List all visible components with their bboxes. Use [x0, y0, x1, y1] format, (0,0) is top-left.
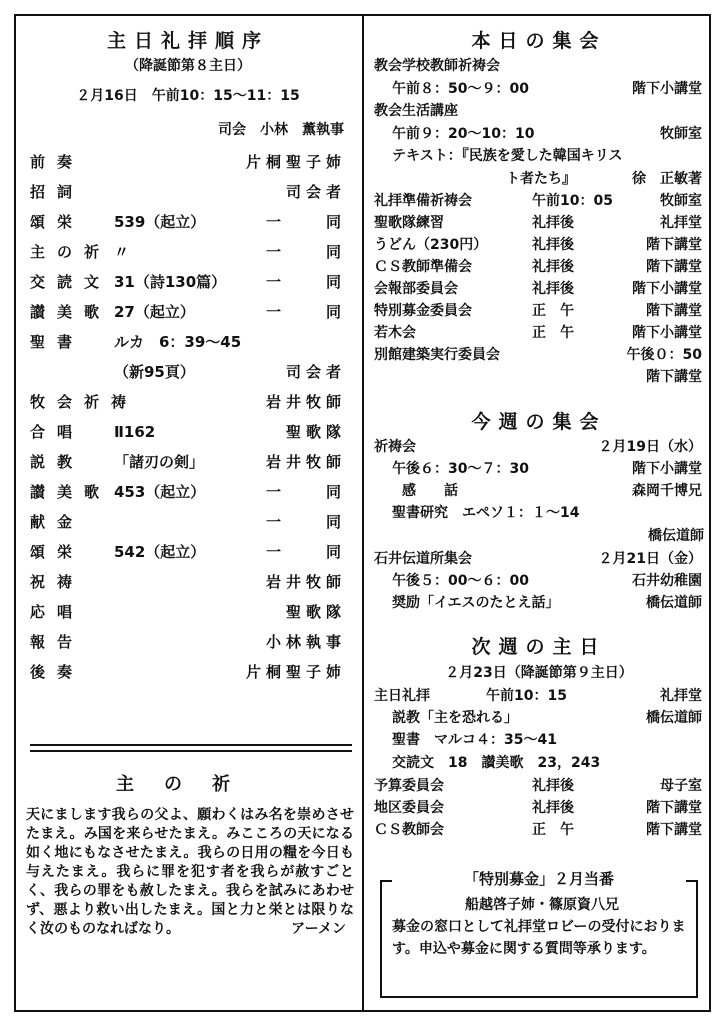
- order-item-name: 祝祷: [30, 573, 85, 591]
- week-p3-b: 森岡千博兄: [632, 483, 702, 499]
- meeting-place: 階下小講堂: [632, 325, 702, 341]
- order-list: [22, 147, 354, 687]
- lords-prayer-title: 主の祈: [116, 774, 260, 795]
- order-item-detail: 539（起立）: [114, 213, 206, 231]
- week-q2-time: 午後５：00〜６：00: [392, 573, 529, 589]
- meeting-name: ＣＳ教師会: [374, 822, 444, 838]
- order-item: [22, 447, 354, 477]
- order-item-detail: （新95頁）: [114, 363, 195, 381]
- next-rows: [374, 775, 704, 841]
- week-q1-date: ２月21日（金）: [598, 551, 702, 567]
- next-w1: [374, 685, 704, 707]
- meeting-name: 地区委員会: [374, 800, 444, 816]
- week-q3-a: 奨励「イエスのたとえ話」: [392, 595, 560, 611]
- today-l6-a: ト者たち』: [506, 171, 576, 187]
- today-l5: テキスト：『民族を愛した韓国キリス: [392, 148, 623, 164]
- meeting-place: 階下小講堂: [632, 281, 702, 297]
- prayer-body: 天にまします我らの父よ、願わくはみ名を崇めさせたまえ。み国を来らせたまえ。みこころの天になる如く地にもなさせたまえ。我らの日用の糧を今日も与えたまえ。我らに罪を犯す者を我らが赦すごとく、我らの罪をも赦したまえ。我らを試みにあわせず、悪より救い出したまえ。国と力と栄とは限りなく汝のものなればなり。: [26, 807, 354, 937]
- week-p2-place: 階下小講堂: [632, 461, 702, 477]
- order-item-person: 一 同: [265, 513, 346, 531]
- meeting-name: 予算委員会: [374, 778, 444, 794]
- meeting-time: 礼拝後: [532, 237, 574, 253]
- next-w2-a: 説教「主を恐れる」: [392, 710, 518, 726]
- order-item-name: 讃美歌: [30, 303, 112, 321]
- worship-date: ２月16日 午前10：15〜11：15: [76, 88, 300, 104]
- order-item-detail: 453（起立）: [114, 483, 206, 501]
- order-item-name: 牧会祈祷: [30, 393, 139, 411]
- next-w3: 聖書 マルコ４：35〜41: [392, 732, 557, 748]
- next-date: ２月23日（降誕節第９主日）: [445, 665, 633, 681]
- order-item: [22, 207, 354, 237]
- today-last: [374, 344, 704, 366]
- order-item: [22, 297, 354, 327]
- today-l3: 教会生活講座: [374, 103, 458, 119]
- order-item-person: 一 同: [265, 543, 346, 561]
- presider: 司会 小林 薫執事: [218, 122, 344, 138]
- order-item: [22, 417, 354, 447]
- week-p3-a: 感 話: [402, 483, 458, 499]
- order-item-detail: 31（詩130篇）: [114, 273, 227, 291]
- order-item-person: 岩井牧師: [265, 453, 346, 471]
- meeting-row: [374, 775, 704, 797]
- meeting-name: 若木会: [374, 325, 416, 341]
- order-item: [22, 357, 354, 387]
- next-w2-b: 橋伝道師: [646, 710, 702, 726]
- order-item-name: 頌栄: [30, 213, 85, 231]
- meeting-time: 正 午: [532, 822, 574, 838]
- meeting-time: 正 午: [532, 325, 574, 341]
- fund-names: 船越啓子姉・篠原資八兄: [465, 897, 619, 913]
- next-w1-a: 主日礼拝: [374, 688, 430, 704]
- order-item: [22, 597, 354, 627]
- order-item-person: 岩井牧師: [265, 573, 346, 591]
- order-item: [22, 327, 354, 357]
- meeting-time: 礼拝後: [532, 778, 574, 794]
- order-item: [22, 177, 354, 207]
- meeting-row: [374, 278, 704, 300]
- meeting-row: [374, 234, 704, 256]
- order-item-person: 片桐聖子姉: [245, 663, 346, 681]
- today-l4-time: 午前９：20〜10：10: [392, 126, 535, 142]
- worship-order-subtitle: （降誕節第８主日）: [125, 58, 251, 74]
- meeting-name: ＣＳ教師準備会: [374, 259, 472, 275]
- worship-order-column: [22, 22, 354, 687]
- meetings-column: [374, 22, 704, 841]
- next-w1-b: 午前10：15: [486, 688, 567, 704]
- meeting-place: 階下講堂: [646, 303, 702, 319]
- week-title: 今週の集会: [471, 411, 607, 433]
- week-p2-time: 午後６：30〜７：30: [392, 461, 529, 477]
- week-q3-b: 橋伝道師: [646, 595, 702, 611]
- order-item-person: 一 同: [265, 213, 346, 231]
- today-l4-place: 牧師室: [660, 126, 702, 142]
- today-title: 本日の集会: [471, 30, 607, 52]
- order-item-name: 讃美歌: [30, 483, 112, 501]
- order-item: [22, 657, 354, 687]
- order-item: [22, 627, 354, 657]
- order-item-person: 聖歌隊: [285, 423, 346, 441]
- meeting-row: [374, 322, 704, 344]
- order-item: [22, 147, 354, 177]
- order-item: [22, 237, 354, 267]
- week-p4: 聖書研究 エペソ１：１〜14: [392, 505, 580, 521]
- order-item-person: 一 同: [265, 273, 346, 291]
- meeting-name: 礼拝準備祈祷会: [374, 193, 472, 209]
- order-item: [22, 537, 354, 567]
- meeting-place: 階下講堂: [646, 259, 702, 275]
- meeting-time: 礼拝後: [532, 259, 574, 275]
- lords-prayer-text: [26, 806, 354, 939]
- week-p2: [374, 458, 704, 480]
- meeting-time: 礼拝後: [532, 800, 574, 816]
- meeting-time: 礼拝後: [532, 215, 574, 231]
- meeting-place: 礼拝堂: [660, 215, 702, 231]
- next-title: 次週の主日: [471, 636, 607, 658]
- week-p1: [374, 436, 704, 458]
- meeting-place: 階下講堂: [646, 800, 702, 816]
- order-item-person: 一 同: [265, 243, 346, 261]
- week-q3: [374, 592, 704, 614]
- order-item-name: 説教: [30, 453, 85, 471]
- next-w2: [374, 707, 704, 729]
- today-last-a: 別館建築実行委員会: [374, 347, 500, 363]
- order-item-detail: 「諸刃の剣」: [114, 453, 205, 471]
- order-item-detail: Ⅱ162: [114, 423, 156, 441]
- today-l6-b: 徐 正敏著: [632, 171, 702, 187]
- double-rule: [30, 744, 352, 752]
- week-q2-place: 石井幼稚園: [632, 573, 702, 589]
- order-item-name: 献金: [30, 513, 85, 531]
- order-item-detail: ルカ 6：39〜45: [114, 333, 242, 351]
- today-last-b: 午後０：50: [626, 347, 702, 363]
- order-item: [22, 507, 354, 537]
- meeting-place: 牧師室: [660, 193, 702, 209]
- order-item: [22, 387, 354, 417]
- order-item-person: 司会者: [285, 363, 346, 381]
- order-item-name: 主の祈: [30, 243, 112, 261]
- fund-title: 「特別募金」２月当番: [392, 866, 686, 892]
- today-l6: [374, 168, 704, 190]
- meeting-name: うどん（230円）: [374, 237, 488, 253]
- meeting-place: 母子室: [660, 778, 702, 794]
- today-l2-place: 階下小講堂: [632, 81, 702, 97]
- meeting-name: 聖歌隊練習: [374, 215, 444, 231]
- meeting-row: [374, 819, 704, 841]
- order-item-name: 前奏: [30, 153, 85, 171]
- order-item: [22, 477, 354, 507]
- order-item-person: 岩井牧師: [265, 393, 346, 411]
- week-p5: 橋伝道師: [648, 528, 704, 544]
- order-item-detail: 〃: [114, 243, 130, 261]
- order-item-name: 交読文: [30, 273, 112, 291]
- meeting-name: 特別募金委員会: [374, 303, 472, 319]
- order-item-name: 聖書: [30, 333, 85, 351]
- next-w4: 交読文 18 讃美歌 23，243: [392, 755, 601, 771]
- order-item-detail: 27（起立）: [114, 303, 195, 321]
- order-item-name: 合唱: [30, 423, 85, 441]
- meeting-row: [374, 300, 704, 322]
- week-p1-date: ２月19日（水）: [598, 439, 702, 455]
- today-rows: [374, 190, 704, 344]
- today-last-c: 階下講堂: [646, 369, 702, 385]
- order-item-person: 聖歌隊: [285, 603, 346, 621]
- week-q2: [374, 570, 704, 592]
- order-item-person: 一 同: [265, 303, 346, 321]
- today-l4: [374, 123, 704, 145]
- order-item-person: 司会者: [285, 183, 346, 201]
- order-item: [22, 567, 354, 597]
- week-p1-name: 祈祷会: [374, 439, 416, 455]
- today-l2: [374, 78, 704, 100]
- meeting-place: 階下講堂: [646, 822, 702, 838]
- meeting-row: [374, 212, 704, 234]
- order-item-person: 片桐聖子姉: [245, 153, 346, 171]
- order-item: [22, 267, 354, 297]
- next-w1-c: 礼拝堂: [660, 688, 702, 704]
- order-item-name: 後奏: [30, 663, 85, 681]
- meeting-row: [374, 797, 704, 819]
- week-p3: [374, 480, 704, 502]
- today-l1: 教会学校教師祈祷会: [374, 58, 500, 74]
- order-item-name: 招詞: [30, 183, 85, 201]
- fund-body: [392, 894, 692, 960]
- column-divider: [362, 14, 364, 1012]
- week-q1: [374, 548, 704, 570]
- worship-order-title: 主日礼拝順序: [106, 30, 269, 52]
- meeting-time: 午前10：05: [532, 193, 613, 209]
- week-q1-name: 石井伝道所集会: [374, 551, 472, 567]
- order-item-name: 応唱: [30, 603, 85, 621]
- meeting-place: 階下講堂: [646, 237, 702, 253]
- meeting-time: 礼拝後: [532, 281, 574, 297]
- order-item-name: 報告: [30, 633, 85, 651]
- order-item-person: 小林執事: [265, 633, 346, 651]
- meeting-row: [374, 190, 704, 212]
- meeting-row: [374, 256, 704, 278]
- fund-text: 募金の窓口として礼拝堂ロビーの受付におります。申込や募金に関する質問等承ります。: [392, 919, 686, 957]
- today-l2-time: 午前８：50〜９：00: [392, 81, 529, 97]
- meeting-time: 正 午: [532, 303, 574, 319]
- order-item-detail: 542（起立）: [114, 543, 206, 561]
- order-item-name: 頌栄: [30, 543, 85, 561]
- meeting-name: 会報部委員会: [374, 281, 458, 297]
- order-item-person: 一 同: [265, 483, 346, 501]
- amen: アーメン: [291, 921, 346, 937]
